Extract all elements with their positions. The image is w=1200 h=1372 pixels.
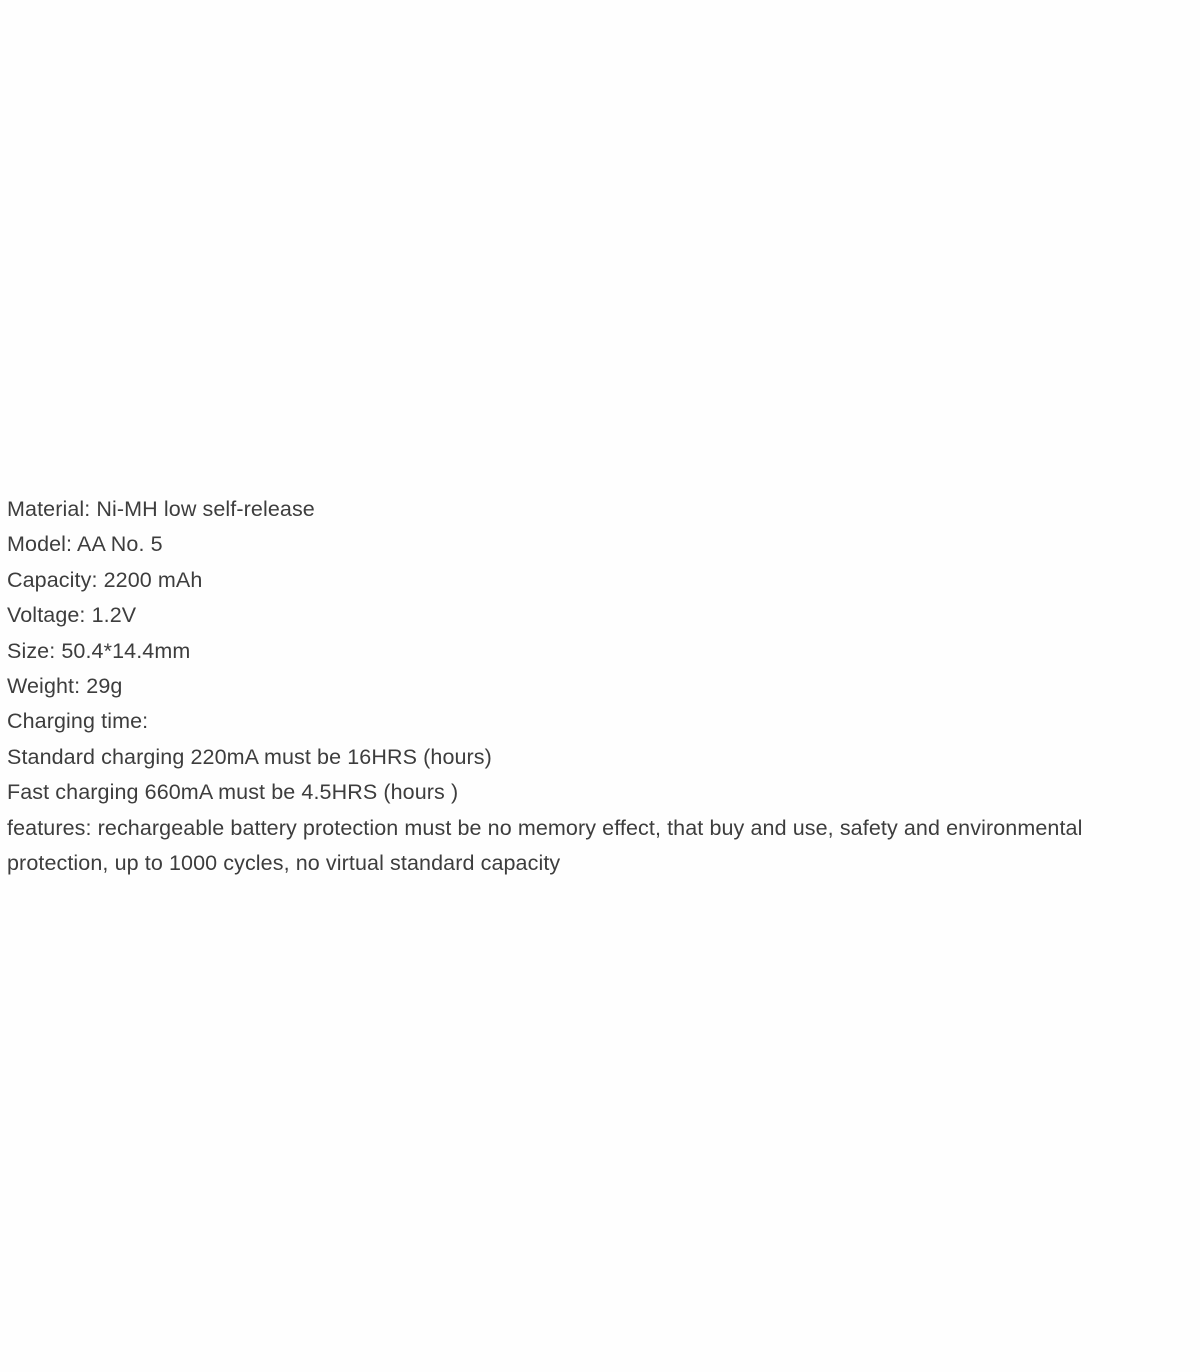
spec-line-weight: Weight: 29g [7,674,123,699]
spec-line-fast-charging: Fast charging 660mA must be 4.5HRS (hours ) [7,780,459,805]
spec-line-features-1: features: rechargeable battery protection must be no memory effect, that buy and use, safety and environmental [7,815,1083,840]
spec-line-standard-charging: Standard charging 220mA must be 16HRS (hours) [7,744,492,769]
spec-line-features-2: protection, up to 1000 cycles, no virtual standard capacity [7,851,561,876]
spec-line-size: Size: 50.4*14.4mm [7,638,191,663]
product-specs-text-block [7,492,1197,881]
spec-line-model: Model: AA No. 5 [7,532,163,557]
spec-line-voltage: Voltage: 1.2V [7,603,137,628]
spec-line-material: Material: Ni-MH low self-release [7,497,315,521]
spec-line-capacity: Capacity: 2200 mAh [7,567,203,592]
spec-line-charging-time: Charging time: [7,709,149,734]
